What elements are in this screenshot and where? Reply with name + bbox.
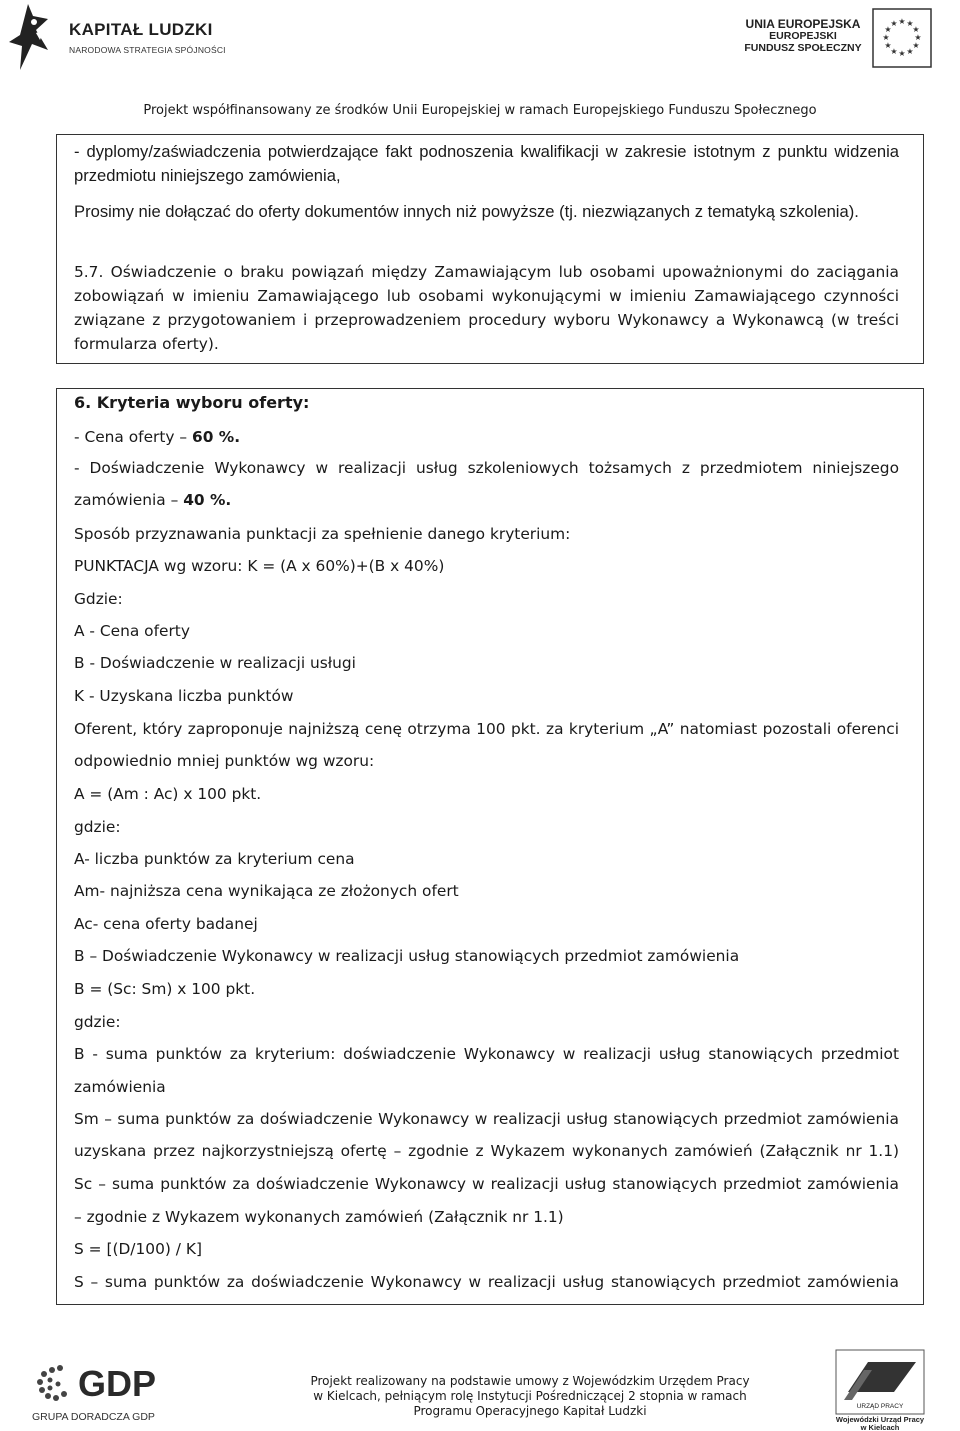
urzad-pracy-badge: URZĄD PRACY <box>856 1403 904 1410</box>
footer-line-3: Programu Operacyjnego Kapitał Ludzki <box>413 1404 647 1418</box>
footer-line-1: Projekt realizowany na podstawie umowy z Wojewódzkim Urzędem Pracy <box>310 1374 750 1388</box>
cofinancing-note: Projekt współfinansowany ze środków Unii Europejskiej w ramach Europejskiego Funduszu Społecznego <box>143 103 817 118</box>
svg-text:★: ★ <box>890 19 898 28</box>
eu-flag-icon <box>872 8 932 68</box>
svg-text:★: ★ <box>906 47 914 56</box>
def-sm-cont: uzyskana przez najkorzystniejszą ofertę – zgodnie z Wykazem wykonanych zamówień (Załącznik nr 1.1) <box>74 1142 899 1160</box>
def-sm: Sm – suma punktów za doświadczenie Wykonawcy w realizacji usług stanowiących przedmiot zamówienia <box>74 1110 899 1128</box>
criteria-box <box>56 388 924 1305</box>
declaration-paragraph: 5.7. Oświadczenie o braku powiązań między Zamawiającym lub osobami upoważnionymi do zaciągania zobowiązań w imieniu Zamawiającego lub osobami wykonującymi w imieniu Zamawiającego czynności związane z przygotowaniem i przeprowadzeniem procedury wyboru Wykonawcy a Wykonawcą (w treści formularza oferty). <box>74 263 899 353</box>
formula-b: B = (Sc: Sm) x 100 pkt. <box>74 980 256 998</box>
def-s: S – suma punktów za doświadczenie Wykonawcy w realizacji usług stanowiących przedmiot zamówienia <box>74 1273 899 1291</box>
where-label-2: gdzie: <box>74 818 121 836</box>
svg-text:★: ★ <box>912 41 920 50</box>
urzad-pracy-name-2: w Kielcach <box>860 1423 900 1430</box>
scoring-formula: PUNKTACJA wg wzoru: K = (A x 60%)+(B x 40%) <box>74 557 445 575</box>
price-rule-cont: odpowiednio mniej punktów wg wzoru: <box>74 752 375 770</box>
experience-criterion-cont <box>74 490 899 510</box>
def-a: A- liczba punktów za kryterium cena <box>74 850 355 868</box>
price-criterion <box>74 427 899 447</box>
svg-text:★: ★ <box>914 33 922 42</box>
where-label-3: gdzie: <box>74 1013 121 1031</box>
price-weight: 60 %. <box>192 428 241 446</box>
footer-line-2: w Kielcach, pełniącym rolę Instytucji Pośredniczącej 2 stopnia w ramach <box>313 1389 747 1403</box>
legend-k: K - Uzyskana liczba punktów <box>74 687 294 705</box>
gdp-name: GDP <box>78 1363 157 1404</box>
legend-a: A - Cena oferty <box>74 622 190 640</box>
kapital-ludzki-subtitle: NARODOWA STRATEGIA SPÓJNOŚCI <box>69 45 226 55</box>
def-b-sum: B - suma punktów za kryterium: doświadczenie Wykonawcy w realizacji usług stanowiących przedmiot <box>74 1045 899 1063</box>
gdp-subtitle: GRUPA DORADCZA GDP <box>32 1411 155 1423</box>
gdp-logo <box>30 1354 200 1424</box>
eu-line-3: FUNDUSZ SPOŁECZNY <box>744 42 862 54</box>
svg-text:★: ★ <box>890 47 898 56</box>
def-am: Am- najniższa cena wynikająca ze złożonych ofert <box>74 882 459 900</box>
experience-criterion: - Doświadczenie Wykonawcy w realizacji usług szkoleniowych tożsamych z przedmiotem niniejszego <box>74 459 899 477</box>
experience-weight: 40 %. <box>183 491 232 509</box>
def-sc: Sc – suma punktów za doświadczenie Wykonawcy w realizacji usług stanowiących przedmiot zamówienia <box>74 1175 899 1193</box>
def-ac: Ac- cena oferty badanej <box>74 915 258 933</box>
eu-line-2: EUROPEJSKI <box>769 30 837 42</box>
requirements-box <box>56 134 924 364</box>
urzad-pracy-logo <box>828 1348 932 1430</box>
eu-line-1: UNIA EUROPEJSKA <box>745 17 861 31</box>
svg-text:★: ★ <box>898 17 906 26</box>
legend-b: B - Doświadczenie w realizacji usługi <box>74 654 356 672</box>
svg-text:★: ★ <box>882 33 890 42</box>
diplomas-paragraph: - dyplomy/zaświadczenia potwierdzające fakt podnoszenia kwalifikacji w zakresie istotnym z punktu widzenia przedmiotu niniejszego zamówienia, <box>74 142 899 185</box>
def-b-sum-cont: zamówienia <box>74 1078 166 1096</box>
formula-a: A = (Am : Ac) x 100 pkt. <box>74 785 262 803</box>
svg-text:★: ★ <box>898 49 906 58</box>
eu-logo-text <box>735 18 871 54</box>
footer-note <box>300 1374 760 1419</box>
def-sc-cont: – zgodnie z Wykazem wykonanych zamówień (Załącznik nr 1.1) <box>74 1208 564 1226</box>
svg-text:★: ★ <box>884 41 892 50</box>
scoring-method: Sposób przyznawania punktacji za spełnienie danego kryterium: <box>74 525 571 543</box>
formula-s: S = [(D/100) / K] <box>74 1240 202 1258</box>
price-rule: Oferent, który zaproponuje najniższą cenę otrzyma 100 pkt. za kryterium „A” natomiast pozostali oferenci <box>74 720 899 738</box>
svg-text:★: ★ <box>912 25 920 34</box>
urzad-pracy-name-1: Wojewódzki Urząd Pracy <box>835 1415 925 1424</box>
price-criterion-label: - Cena oferty – <box>74 428 192 446</box>
svg-text:★: ★ <box>884 25 892 34</box>
experience-criterion-label: zamówienia – <box>74 491 184 509</box>
def-b: B – Doświadczenie Wykonawcy w realizacji usług stanowiących przedmiot zamówienia <box>74 947 740 965</box>
where-label: Gdzie: <box>74 590 123 608</box>
svg-text:★: ★ <box>906 19 914 28</box>
criteria-heading: 6. Kryteria wyboru oferty: <box>74 393 310 412</box>
kapital-ludzki-title: KAPITAŁ LUDZKI <box>69 20 213 39</box>
attachments-note: Prosimy nie dołączać do oferty dokumentów innych niż powyższe (tj. niezwiązanych z tematyką szkolenia). <box>74 202 859 221</box>
